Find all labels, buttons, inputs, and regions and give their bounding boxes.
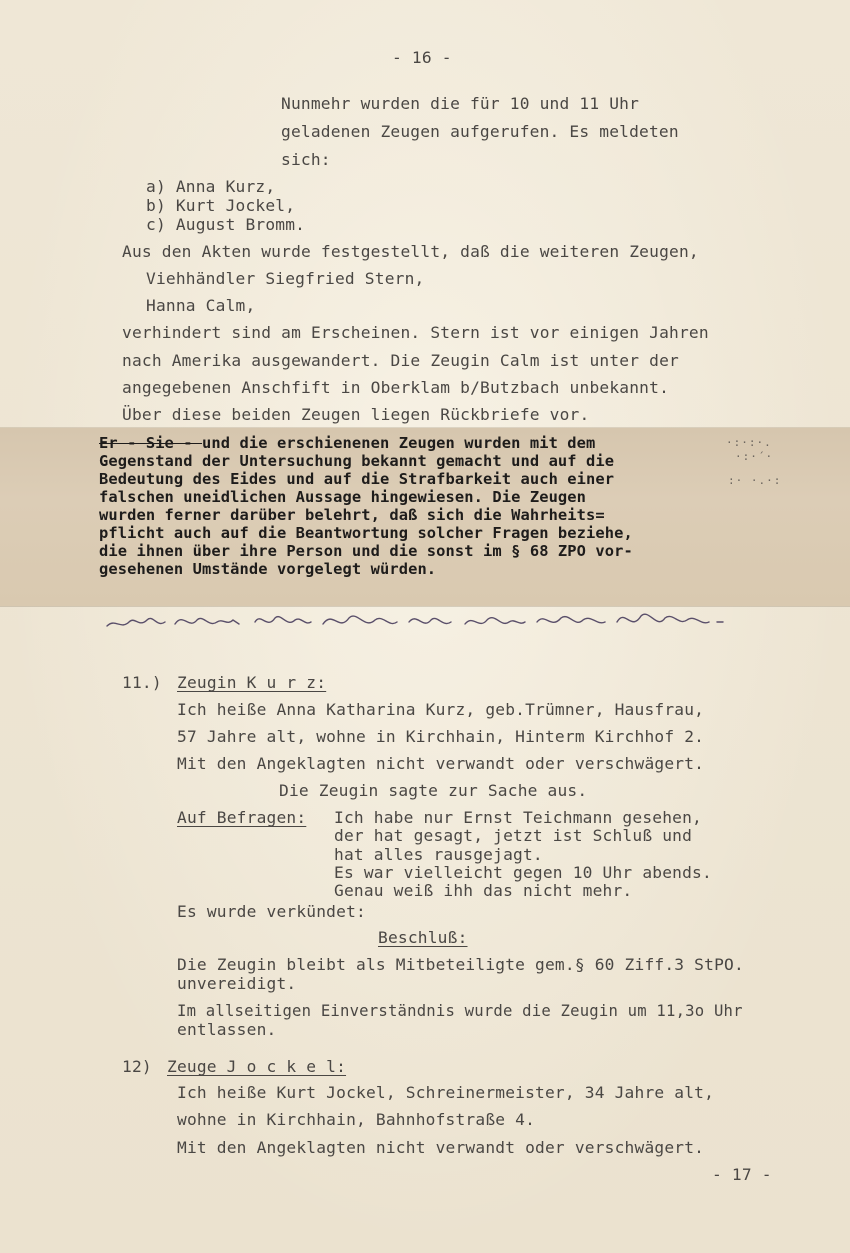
pasted-line-first: [99, 434, 595, 452]
akten-line: verhindert sind am Erscheinen. Stern ist vor einigen Jahren: [122, 323, 709, 342]
pasted-line: wurden ferner darüber belehrt, daß sich die Wahrheits=: [99, 506, 605, 524]
next-page-number: - 17 -: [712, 1165, 772, 1184]
kurz-line: Mit den Angeklagten nicht verwandt oder verschwägert.: [177, 754, 705, 773]
witness-list-item: a) Anna Kurz,: [146, 177, 276, 196]
jockel-line: wohne in Kirchhain, Bahnhofstraße 4.: [177, 1110, 536, 1129]
decision-line: unvereidigt.: [177, 974, 297, 993]
kurz-line: Ich heiße Anna Katharina Kurz, geb.Trümner, Hausfrau,: [177, 700, 705, 719]
page-number: - 16 -: [392, 48, 452, 67]
pasted-line: pflicht auch auf die Beantwortung solcher Fragen beziehe,: [99, 524, 633, 542]
decision-line: Die Zeugin bleibt als Mitbeteiligte gem.§ 60 Ziff.3 StPO.: [177, 955, 744, 974]
befragen-label: Auf Befragen:: [177, 808, 307, 827]
pasted-line: gesehenen Umstände vorgelegt würden.: [99, 560, 437, 578]
akten-line: nach Amerika ausgewandert. Die Zeugin Calm ist unter der: [122, 351, 679, 370]
kurz-line: 57 Jahre alt, wohne in Kirchhain, Hinterm Kirchhof 2.: [177, 727, 705, 746]
decision-line: entlassen.: [177, 1020, 277, 1039]
jockel-heading: Zeuge J o c k e l:: [167, 1057, 347, 1076]
ink-smudge: ·:·:·.: [726, 436, 772, 449]
pasted-line: die ihnen über ihre Person und die sonst im § 68 ZPO vor-: [99, 542, 633, 560]
intro-line: Nunmehr wurden die für 10 und 11 Uhr: [281, 94, 640, 113]
akten-line: Hanna Calm,: [146, 296, 256, 315]
ink-smudge: ·:·´·: [735, 450, 774, 463]
intro-line: sich:: [281, 150, 331, 169]
handwritten-note: [105, 604, 725, 640]
struck-text: Er - Sie -: [99, 434, 203, 452]
verkuendet-line: Es wurde verkündet:: [177, 902, 366, 921]
witness-list-item: c) August Bromm.: [146, 215, 306, 234]
kurz-number: 11.): [122, 673, 162, 692]
befragen-line: Genau weiß ihh das nicht mehr.: [334, 881, 633, 900]
pasted-line: falschen uneidlichen Aussage hingewiesen. Die Zeugen: [99, 488, 587, 506]
befragen-line: Es war vielleicht gegen 10 Uhr abends.: [334, 863, 712, 882]
decision-line: Im allseitigen Einverständnis wurde die Zeugin um 11,3o Uhr: [177, 1002, 743, 1020]
befragen-line: der hat gesagt, jetzt ist Schluß und: [334, 826, 693, 845]
kurz-heading: Zeugin K u r z:: [177, 673, 327, 692]
akten-line: Viehhändler Siegfried Stern,: [146, 269, 425, 288]
jockel-line: Mit den Angeklagten nicht verwandt oder verschwägert.: [177, 1138, 705, 1157]
kurz-line: Die Zeugin sagte zur Sache aus.: [279, 781, 588, 800]
jockel-line: Ich heiße Kurt Jockel, Schreinermeister, 34 Jahre alt,: [177, 1083, 715, 1102]
pasted-line: Gegenstand der Untersuchung bekannt gemacht und auf die: [99, 452, 615, 470]
akten-line: Aus den Akten wurde festgestellt, daß die weiteren Zeugen,: [122, 242, 699, 261]
akten-line: Über diese beiden Zeugen liegen Rückbriefe vor.: [122, 405, 590, 424]
befragen-line: hat alles rausgejagt.: [334, 845, 543, 864]
pasted-text: und die erschienenen Zeugen wurden mit dem: [202, 434, 596, 452]
jockel-number: 12): [122, 1057, 152, 1076]
witness-list-item: b) Kurt Jockel,: [146, 196, 296, 215]
intro-line: geladenen Zeugen aufgerufen. Es meldeten: [281, 122, 679, 141]
pasted-text-strip: [0, 428, 850, 606]
ink-smudge: :· ·.·:: [728, 474, 782, 487]
akten-line: angegebenen Anschfift in Oberklam b/Butzbach unbekannt.: [122, 378, 670, 397]
pasted-line: Bedeutung des Eides und auf die Strafbarkeit auch einer: [99, 470, 615, 488]
befragen-line: Ich habe nur Ernst Teichmann gesehen,: [334, 808, 702, 827]
beschluss-heading: Beschluß:: [378, 928, 468, 947]
